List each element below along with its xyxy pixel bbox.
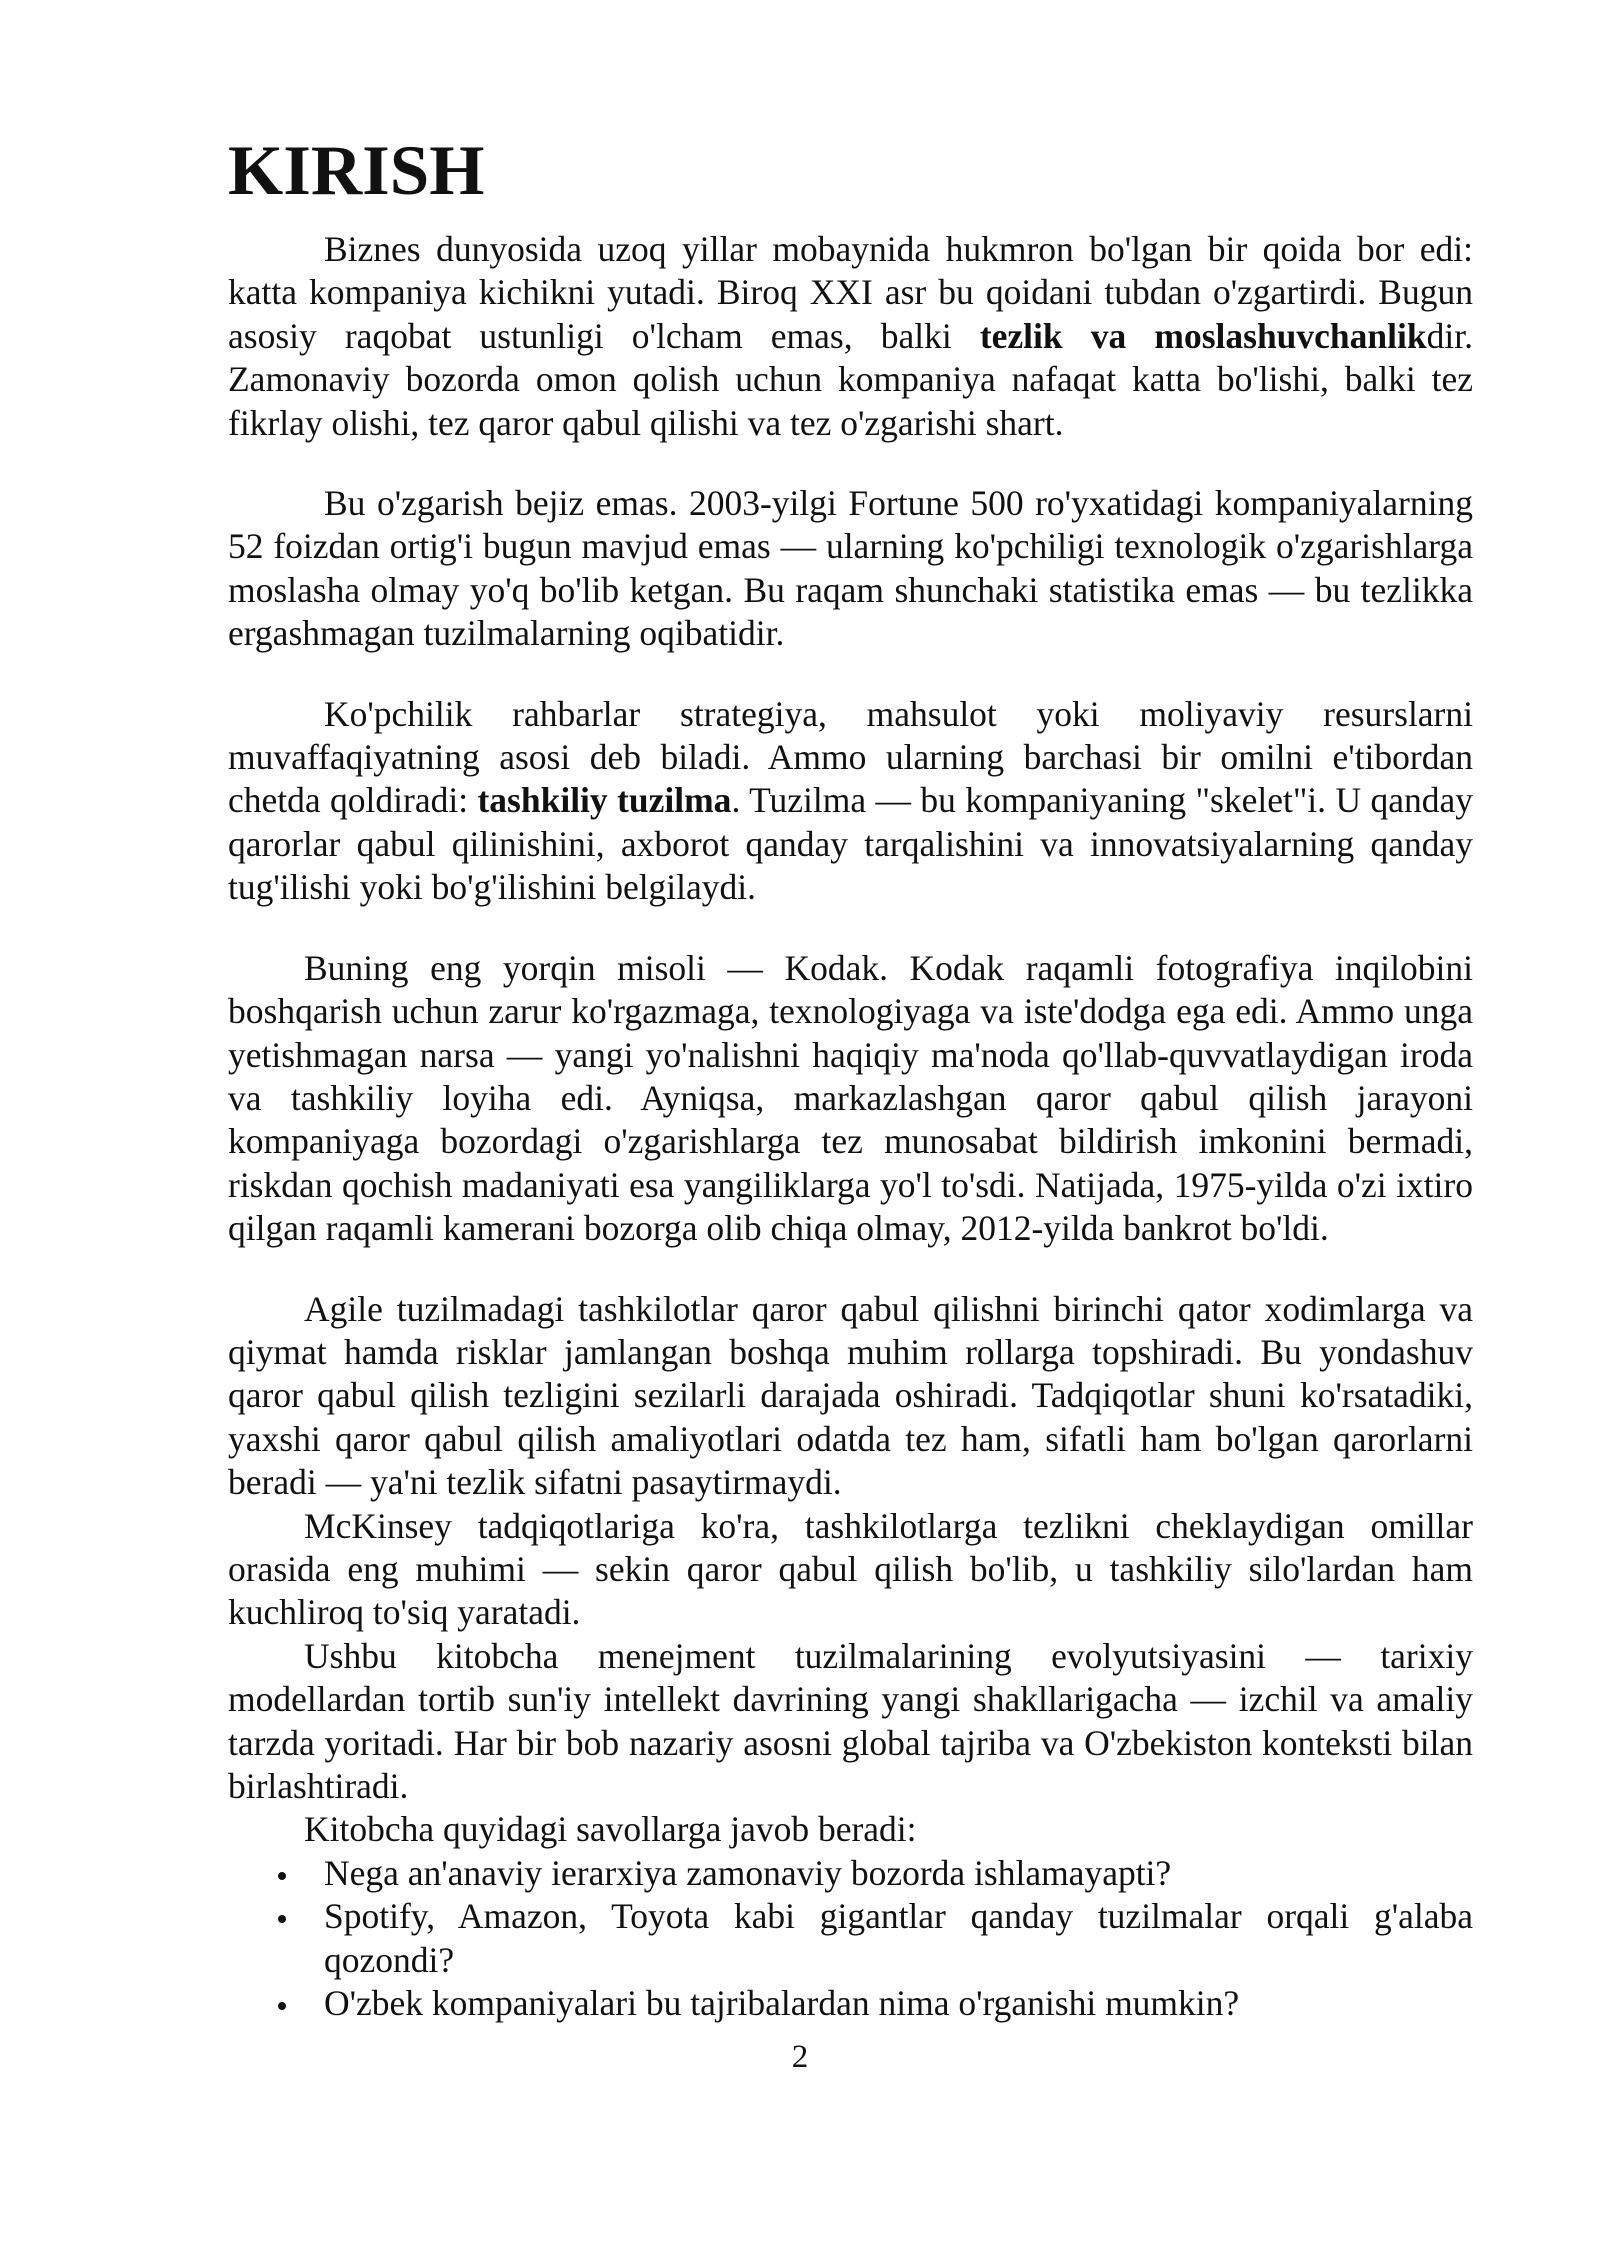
bold-text: tashkiliy tuzilma	[477, 780, 732, 821]
list-item-text: O'zbek kompaniyalari bu tajribalardan nima o'rganishi mumkin?	[324, 1983, 1240, 2024]
list-item	[228, 1895, 1473, 1982]
paragraph-kodak: Buning eng yorqin misoli — Kodak. Kodak raqamli fotografiya inqilobini boshqarish uchun zarur ko'rgazmaga, texnologiyaga va iste'dodga ega edi. Ammo unga yetishmagan narsa — yangi yo'nalishni haqiqiy ma'noda qo'llab-quvvatlaydigan iroda va tashkiliy loyiha edi. Ayniqsa, markazlashgan qaror qabul qilish jarayoni kompaniyaga bozordagi o'zgarishlarga tez munosabat bildirish imkonini bermadi, riskdan qochish madaniyati esa yangiliklarga yo'l to'sdi. Natijada, 1975-yilda o'zi ixtiro qilgan raqamli kamerani bozorga olib chiqa olmay, 2012-yilda bankrot bo'ldi.	[228, 947, 1473, 1249]
question-list	[228, 1852, 1473, 2026]
paragraph-mckinsey: McKinsey tadqiqotlariga ko'ra, tashkilotlarga tezlikni cheklaydigan omillar orasida eng muhimi — sekin qaror qabul qilish bo'lib, u tashkiliy silo'lardan ham kuchliroq to'siq yaratadi.	[228, 1505, 1473, 1633]
bullet-icon	[278, 2002, 286, 2010]
paragraph-fortune: Bu o'zgarish bejiz emas. 2003-yilgi Fortune 500 ro'yxatidagi kompaniyalarning 52 foizdan ortig'i bugun mavjud emas — ularning ko'pchiligi texnologik o'zgarishlarga moslasha olmay yo'q bo'lib ketgan. Bu raqam shunchaki statistika emas — bu tezlikka ergashmagan tuzilmalarning oqibatidir.	[228, 483, 1473, 654]
list-item-text: Spotify, Amazon, Toyota kabi gigantlar qanday tuzilmalar orqali g'alaba qozondi?	[324, 1896, 1473, 1980]
paragraph-text: Ko'pchilik rahbarlar strategiya, mahsulot yoki moliyaviy resurslarni muvaffaqiyatning asosi deb biladi. Ammo ularning barchasi bir omilni e'tibordan chetda qoldiradi:	[228, 693, 1473, 821]
list-item	[228, 1982, 1473, 2025]
list-item	[228, 1852, 1473, 1895]
paragraph-text: Biznes dunyosida uzoq yillar mobaynida hukmron bo'lgan bir qoida bor edi: katta kompaniya kichikni yutadi. Biroq XXI asr bu qoidani tubdan o'zgartirdi. Bugun asosiy raqobat ustunligi o'lcham emas, balki	[228, 229, 1473, 356]
paragraph-agile: Agile tuzilmadagi tashkilotlar qaror qabul qilishni birinchi qator xodimlarga va qiymat hamda risklar jamlangan boshqa muhim rollarga topshiradi. Bu yondashuv qaror qabul qilish tezligini sezilarli darajada oshiradi. Tadqiqotlar shuni ko'rsatadiki, yaxshi qaror qabul qilish amaliyotlari odatda tez ham, sifatli ham bo'lgan qarorlarni beradi — ya'ni tezlik sifatni pasaytirmaydi.	[228, 1288, 1473, 1503]
page-content	[228, 132, 1473, 2025]
paragraph-booklet: Ushbu kitobcha menejment tuzilmalarining evolyutsiyasini — tarixiy modellardan tortib sun'iy intellekt davrining yangi shakllarigacha — izchil va amaliy tarzda yoritadi. Har bir bob nazariy asosni global tajriba va O'zbekiston konteksti bilan birlashtiradi.	[228, 1635, 1473, 1806]
paragraph-text: . Tuzilma — bu kompaniyaning "skelet"i. U qanday qarorlar qabul qilinishini, axborot qanday tarqalishini va innovatsiyalarning qanday tug'ilishi yoki bo'g'ilishini belgilaydi.	[228, 780, 1473, 908]
bullet-icon	[278, 1915, 286, 1923]
section-heading: KIRISH	[228, 132, 485, 210]
bullet-icon	[278, 1872, 286, 1880]
page-number: 2	[791, 2039, 809, 2075]
paragraph-intro	[228, 228, 1473, 445]
paragraph-text: dir. Zamonaviy bozorda omon qolish uchun kompaniya nafaqat katta bo'lishi, balki tez fikrlay olishi, tez qaror qabul qilishi va tez o'zgarishi shart.	[228, 315, 1473, 443]
list-item-text: Nega an'anaviy ierarxiya zamonaviy bozorda ishlamayapti?	[324, 1852, 1172, 1893]
paragraph-questions-intro: Kitobcha quyidagi savollarga javob beradi:	[304, 1809, 917, 1850]
bold-text: tezlik va moslashuvchanlik	[979, 315, 1427, 356]
paragraph-structure	[228, 693, 1473, 910]
